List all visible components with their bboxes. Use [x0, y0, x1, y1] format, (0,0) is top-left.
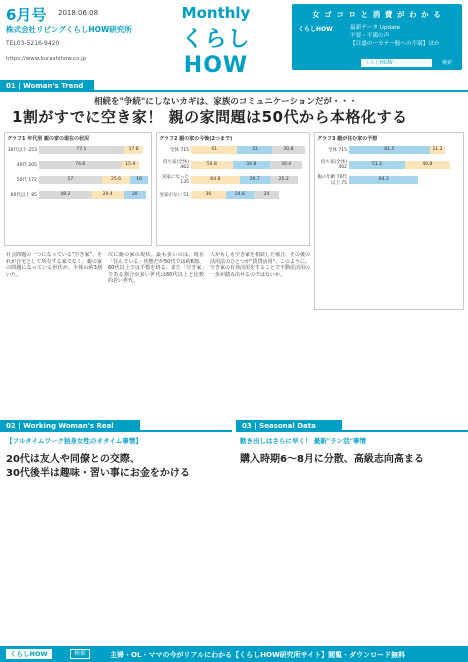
section3-title: 購入時期6～8月に分散、高級志向高まる — [240, 454, 424, 465]
bar-segment: 64.8 — [191, 176, 240, 184]
bar-segment: 17.8 — [124, 146, 144, 154]
bar-segment: 25.6 — [102, 176, 131, 184]
graph3-row: 全体 715 81.5 11.2 — [317, 144, 461, 155]
bar-segment: 57 — [39, 176, 102, 184]
bar-segment: 29.4 — [92, 191, 124, 199]
body-text-col3: 人がもしも空き家を相続した場合、その後の活用法のひとつが"賃貸活用"。このように、空き家の有効活用をすることで不動産活用の一歩が踏み出せるのではないか。 — [210, 252, 310, 278]
section3-subtitle: 動き出しはさらに早く！ 最新"ラン活"事情 — [240, 437, 367, 445]
footer-search-button[interactable]: 検索 — [70, 649, 90, 659]
topic-item: 【目盛の一カテ一般への不満】ほか — [350, 41, 440, 47]
bar-segment: 61 — [191, 146, 237, 154]
section1-subtitle: 相続を"争続"にしないカギは、家族のコミュニケーションだが・・・ — [94, 97, 358, 107]
bar-segment: 51.2 — [349, 161, 405, 169]
section1-label: 01 | Woman's Trend — [0, 80, 94, 92]
body-text-col2: 次に親の家の現状。最も多いのは、現在「住んでいる」状態だが50代では約6割、60代以上では半数を切る。また「空き家」である割合が多い世代は60代以上と比較的若い世代。 — [108, 252, 204, 285]
section2-title-line1: 20代は友人や同僚との交際、 — [6, 454, 140, 465]
publisher-name: 株式会社リビングくらしHOW研究所 — [6, 25, 132, 34]
bar-segment: 24.8 — [226, 191, 254, 199]
topic-item: 最新データ Update — [350, 25, 401, 31]
graph3-row: 持ち家(全体) 462 51.2 40.8 — [317, 159, 461, 170]
graph1 — [4, 132, 152, 246]
graph3 — [314, 132, 464, 310]
section2-title-line2: 30代後半は趣味・習い事にお金をかける — [6, 468, 190, 479]
search-input[interactable]: くらしHOW — [360, 58, 462, 68]
bar-segment: 81.5 — [349, 146, 430, 154]
graph1-row: 40代 205 74.6 15.9 — [7, 159, 149, 170]
section2-subtitle: 【フルタイムワーク独身女性のオタイム事情】 — [6, 437, 142, 445]
bar-segment: 24 — [254, 191, 280, 199]
graph1-row: 60代以上 85 48.2 29.4 20 — [7, 189, 149, 200]
bar-segment: 54.8 — [191, 161, 233, 169]
footer-bar — [0, 646, 468, 662]
graph3-row: 親の年齢 70代以上 75 64.3 — [317, 174, 461, 185]
bar-segment: 26.7 — [240, 176, 270, 184]
bar-segment: 11.2 — [430, 146, 446, 154]
bar-segment: 74.6 — [39, 161, 122, 169]
graph1-row: 50代 172 57 25.6 16 — [7, 174, 149, 185]
section1-title: 1割がすでに空き家！ 親の家問題は50代から本格化する — [12, 108, 408, 126]
topic-item: 不要・不満の声 — [350, 33, 390, 39]
bar-segment: 20 — [124, 191, 146, 199]
bar-segment: 16 — [130, 176, 148, 184]
bar-segment: 64.3 — [349, 176, 418, 184]
graph2-row: 全体 715 61 33 30.8 — [159, 144, 307, 155]
logo-monthly: Monthly — [181, 4, 251, 22]
footer-logo: くらしHOW — [6, 649, 52, 659]
graph2-row: 実家になった 135 64.8 26.7 25.2 — [159, 174, 307, 185]
bar-segment: 40.8 — [405, 161, 450, 169]
section3-line — [236, 430, 468, 432]
section3-label: 03 | Seasonal Data — [236, 420, 342, 432]
graph1-title: グラフ1 年代別 親の家の現在の状況 — [7, 136, 89, 142]
bar-segment: 36 — [191, 191, 226, 199]
bar-segment: 30.8 — [272, 146, 304, 154]
publisher-tel: TEL03-5216-9420 — [6, 40, 60, 47]
graph1-row: 30代以下 253 77.1 17.8 — [7, 144, 149, 155]
issue-date: 2018.06.08 — [58, 9, 99, 17]
graph2-row: 持ち家(全体) 462 54.8 34.8 30.4 — [159, 159, 307, 170]
search-button[interactable]: 検索 — [432, 58, 462, 68]
section2-label: 02 | Working Woman's Real — [0, 420, 140, 432]
bar-segment: 34.8 — [233, 161, 270, 169]
masthead-logo — [156, 4, 276, 78]
topic-heading: 女 ゴ コ ロ と 消 費 が わ か る — [312, 10, 442, 19]
graph2 — [156, 132, 310, 246]
graph2-title: グラフ2 親の家の今後(2つまで) — [159, 136, 233, 142]
bar-segment: 33 — [237, 146, 272, 154]
graph2-row: 実家がない 51 36 24.8 24 — [159, 189, 307, 200]
issue-month: 6月号 — [6, 6, 47, 24]
page-header — [0, 0, 468, 78]
bar-segment: 77.1 — [39, 146, 124, 154]
bar-segment: 25.2 — [270, 176, 298, 184]
bar-segment: 30.4 — [270, 161, 302, 169]
body-text-col1: 社会問題の一つになっている"空き家"。それが自宅として所有する家でなく、親の家の問題になっている世代が、全体の約3割いた。 — [6, 252, 102, 278]
section2-line — [0, 430, 232, 432]
footer-text: 主婦・OL・ママの今がリアルにわかる【くらしHOW研究所サイト】閲覧・ダウンロード無料 — [110, 651, 406, 659]
topic-title: くらしHOW — [298, 26, 333, 33]
logo-main: くらしHOW — [181, 27, 251, 78]
bar-segment: 48.2 — [39, 191, 92, 199]
publisher-url[interactable]: https://www.kurashihow.co.jp — [6, 56, 87, 62]
graph3-title: グラフ3 親が住む家の予想 — [317, 136, 378, 142]
bar-segment: 15.9 — [122, 161, 140, 169]
